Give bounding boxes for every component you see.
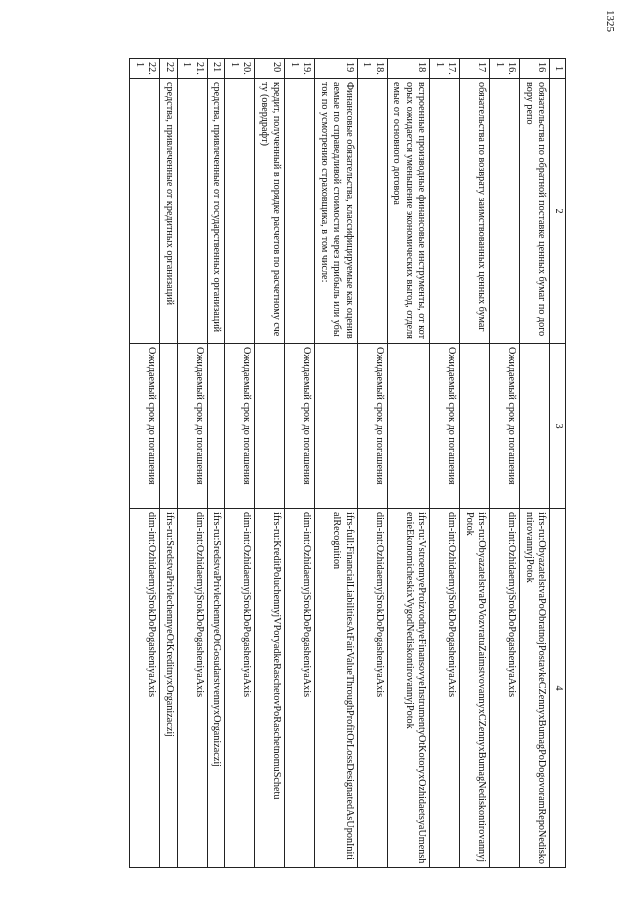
- row-dimension-cell: [208, 344, 226, 509]
- row-number-cell: 21.1: [178, 59, 208, 79]
- row-dimension-cell: [388, 344, 431, 509]
- header-col-2: 2: [550, 79, 566, 344]
- header-col-4: 4: [550, 509, 566, 868]
- table-row: [178, 59, 208, 868]
- table-row: [208, 59, 226, 868]
- row-dimension-cell: Ожидаемый срок до погашения: [130, 344, 160, 509]
- row-code-cell: ifrs-ru:ObyazatelstvaPoVozvratuZaimstvovannyxCZennyxBumagNediskontirovannyjPotok: [460, 509, 490, 868]
- table-row: [160, 59, 178, 868]
- row-code-cell: dim-int:OzhidaemyjSrokDoPogasheniyaAxis: [178, 509, 208, 868]
- row-dimension-cell: [315, 344, 358, 509]
- row-dimension-cell: Ожидаемый срок до погашения: [178, 344, 208, 509]
- page-number: 1325: [604, 10, 616, 32]
- row-code-cell: dim-int:OzhidaemyjSrokDoPogasheniyaAxis: [358, 509, 388, 868]
- xbrl-table: [130, 58, 567, 868]
- row-number-cell: 18: [388, 59, 431, 79]
- row-dimension-cell: Ожидаемый срок до погашения: [358, 344, 388, 509]
- row-name-cell: [285, 79, 315, 344]
- table-body: [130, 59, 550, 868]
- row-code-cell: ifrs-ru:SredstvaPrivlechennyeOtGosudarstvennyxOrganizaczij: [208, 509, 226, 868]
- row-name-cell: [178, 79, 208, 344]
- row-code-cell: ifrs-ru:ObyazatelstvaPoObratnojPostavkeCZennyxBumagPoDogovoramRepoNediskontirovannyjPotok: [520, 509, 550, 868]
- row-name-cell: средства, привлеченные от кредитных организаций: [160, 79, 178, 344]
- table-row: [430, 59, 460, 868]
- row-name-cell: кредит, полученный в порядке расчетов по расчетному счету (овердрафт): [255, 79, 285, 344]
- row-name-cell: [430, 79, 460, 344]
- row-name-cell: Финансовые обязательства, классифицируемые как оцениваемые по справедливой стоимости через прибыль или убыток по усмотрению страховщика, в том числе:: [315, 79, 358, 344]
- row-name-cell: [130, 79, 160, 344]
- row-number-cell: 17: [460, 59, 490, 79]
- row-number-cell: 20: [255, 59, 285, 79]
- row-name-cell: [358, 79, 388, 344]
- row-number-cell: 19: [315, 59, 358, 79]
- row-name-cell: обязательства по обратной поставке ценных бумаг по договору репо: [520, 79, 550, 344]
- row-code-cell: ifrs-ru:VstroennyeProizvodnyeFinansovyeInstrumentyOtKotoryxOzhidaetsyaUmenshenieEkonomicheskixVygodNediskontirovannyjPotok: [388, 509, 431, 868]
- row-name-cell: обязательства по возврату заимствованных ценных бумаг: [460, 79, 490, 344]
- row-code-cell: dim-int:OzhidaemyjSrokDoPogasheniyaAxis: [285, 509, 315, 868]
- row-number-cell: 16.1: [490, 59, 520, 79]
- row-name-cell: [490, 79, 520, 344]
- table-row: [358, 59, 388, 868]
- row-dimension-cell: [255, 344, 285, 509]
- row-code-cell: dim-int:OzhidaemyjSrokDoPogasheniyaAxis: [430, 509, 460, 868]
- table-row: [315, 59, 358, 868]
- header-col-3: 3: [550, 344, 566, 509]
- row-number-cell: 21: [208, 59, 226, 79]
- row-code-cell: dim-int:OzhidaemyjSrokDoPogasheniyaAxis: [225, 509, 255, 868]
- table-row: [285, 59, 315, 868]
- row-dimension-cell: Ожидаемый срок до погашения: [430, 344, 460, 509]
- row-code-cell: ifrs-full:FinancialLiabilitiesAtFairValueThroughProfitOrLossDesignatedAsUponInitialRecognition: [315, 509, 358, 868]
- row-code-cell: dim-int:OzhidaemyjSrokDoPogasheniyaAxis: [490, 509, 520, 868]
- row-dimension-cell: [460, 344, 490, 509]
- rotated-table-container: [116, 58, 566, 868]
- row-number-cell: 22.1: [130, 59, 160, 79]
- table-row: [388, 59, 431, 868]
- table-row: [255, 59, 285, 868]
- row-dimension-cell: Ожидаемый срок до погашения: [225, 344, 255, 509]
- table-row: [520, 59, 550, 868]
- row-name-cell: встроенные производные финансовые инструменты, от которых ожидается уменьшение экономических выгод, отделяемые от основного договора: [388, 79, 431, 344]
- row-dimension-cell: Ожидаемый срок до погашения: [285, 344, 315, 509]
- row-code-cell: dim-int:OzhidaemyjSrokDoPogasheniyaAxis: [130, 509, 160, 868]
- table-row: [225, 59, 255, 868]
- row-number-cell: 20.1: [225, 59, 255, 79]
- row-dimension-cell: Ожидаемый срок до погашения: [490, 344, 520, 509]
- row-dimension-cell: [520, 344, 550, 509]
- row-number-cell: 22: [160, 59, 178, 79]
- row-number-cell: 17.1: [430, 59, 460, 79]
- header-col-1: 1: [550, 59, 566, 79]
- row-name-cell: [225, 79, 255, 344]
- table-row: [490, 59, 520, 868]
- row-code-cell: ifrs-ru:SredstvaPrivlechennyeOtKreditnyxOrganizaczij: [160, 509, 178, 868]
- row-dimension-cell: [160, 344, 178, 509]
- table-row: [130, 59, 160, 868]
- row-number-cell: 16: [520, 59, 550, 79]
- row-name-cell: средства, привлеченные от государственных организаций: [208, 79, 226, 344]
- row-number-cell: 18.1: [358, 59, 388, 79]
- row-number-cell: 19.1: [285, 59, 315, 79]
- row-code-cell: ifrs-ru:KreditPoluchennyjVPoryadkeRaschetovPoRaschetnomuSchetu: [255, 509, 285, 868]
- header-row: [550, 59, 566, 868]
- table-row: [460, 59, 490, 868]
